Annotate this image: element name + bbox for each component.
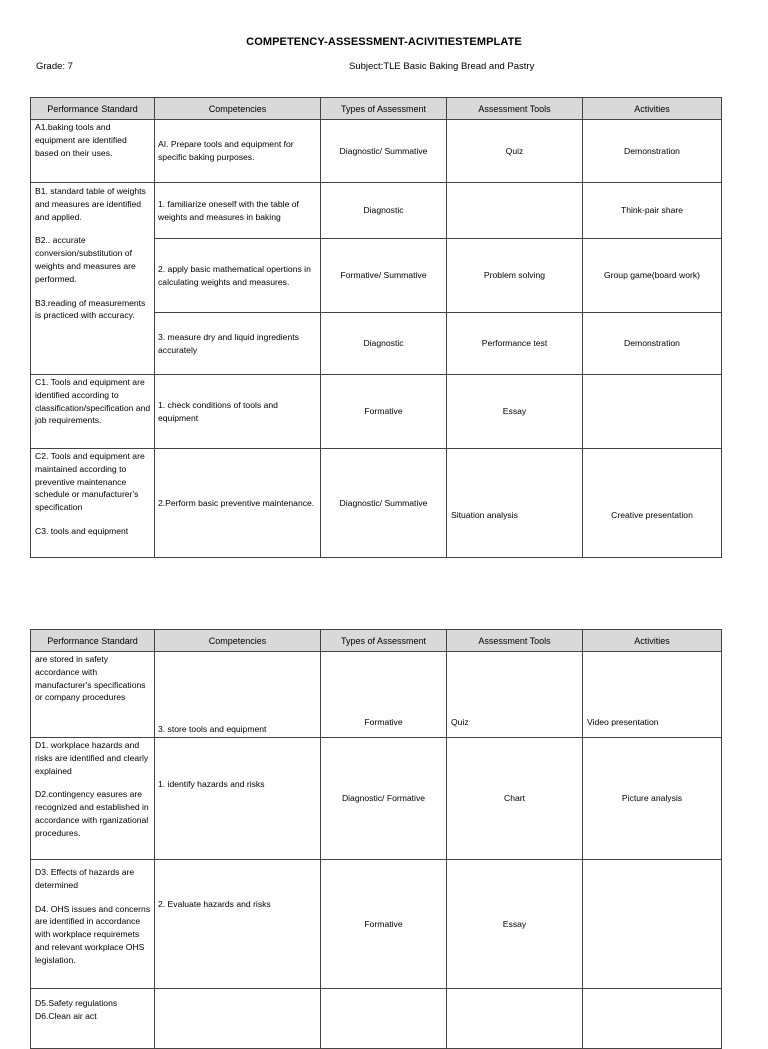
table-row xyxy=(31,375,722,449)
header-assessment-tools: Assessment Tools xyxy=(447,630,583,652)
assessment-tool-cell: Essay xyxy=(447,375,583,449)
assessment-tool-cell xyxy=(447,989,583,1049)
header-competencies: Competencies xyxy=(155,630,321,652)
performance-standard-text: A1.baking tools and equipment are identified based on their uses. xyxy=(35,122,127,158)
performance-standard-text: D3. Effects of hazards are determined xyxy=(35,867,135,890)
table-row xyxy=(31,449,722,558)
activity-cell: Picture analysis xyxy=(583,738,722,860)
performance-standard-text: C3. tools and equipment xyxy=(35,525,129,536)
activity-cell xyxy=(583,989,722,1049)
table-row xyxy=(31,738,722,860)
assessment-type-cell: Diagnostic xyxy=(321,183,447,239)
header-performance-standard: Performance Standard xyxy=(31,98,155,120)
subject-label: Subject:TLE Basic Baking Bread and Pastry xyxy=(349,61,535,72)
competency-cell: 1. identify hazards and risks xyxy=(155,738,321,860)
table-row xyxy=(31,183,722,239)
performance-standard-text: C2. Tools and equipment are maintained according to preventive maintenance schedule or manufacturer's specification xyxy=(35,451,145,513)
competency-cell: 1. familiarize oneself with the table of weights and measures in baking xyxy=(155,183,321,239)
competency-cell: 3. store tools and equipment xyxy=(155,652,321,738)
assessment-tool-cell: Problem solving xyxy=(447,239,583,313)
performance-standard-text: are stored in safety accordance with manufacturer's specifications or company procedures xyxy=(35,654,146,703)
header-assessment-tools: Assessment Tools xyxy=(447,98,583,120)
assessment-tool-cell: Situation analysis xyxy=(447,449,583,558)
competency-cell: 2. Evaluate hazards and risks xyxy=(155,860,321,989)
competency-cell: 2.Perform basic preventive maintenance. xyxy=(155,449,321,558)
assessment-type-cell: Formative xyxy=(321,652,447,738)
performance-standard-cell xyxy=(31,375,155,449)
table-row xyxy=(31,989,722,1049)
assessment-tool-cell: Essay xyxy=(447,860,583,989)
table-header-row xyxy=(31,98,722,120)
performance-standard-text: D2.contingency easures are recognized and established in accordance with rganizational procedures. xyxy=(35,789,149,838)
assessment-type-cell: Diagnostic/ Summative xyxy=(321,449,447,558)
header-performance-standard: Performance Standard xyxy=(31,630,155,652)
competency-cell: 3. measure dry and liquid ingredients accurately xyxy=(155,313,321,375)
activity-cell: Creative presentation xyxy=(583,449,722,558)
document-title: COMPETENCY-ASSESSMENT-ACIVITIESTEMPLATE xyxy=(246,36,522,48)
assessment-table-1 xyxy=(30,97,722,558)
assessment-type-cell: Formative xyxy=(321,375,447,449)
competency-cell: AI. Prepare tools and equipment for specific baking purposes. xyxy=(155,120,321,183)
assessment-tool-cell: Chart xyxy=(447,738,583,860)
header-types-of-assessment: Types of Assessment xyxy=(321,98,447,120)
performance-standard-text: D6.Clean air act xyxy=(35,1010,97,1021)
assessment-tool-cell: Performance test xyxy=(447,313,583,375)
performance-standard-text: D5.Safety regulations xyxy=(35,998,118,1008)
header-activities: Activities xyxy=(583,630,722,652)
competency-cell: 1. check conditions of tools and equipment xyxy=(155,375,321,449)
activity-cell: Demonstration xyxy=(583,313,722,375)
competency-cell: 2. apply basic mathematical opertions in calculating weights and measures. xyxy=(155,239,321,313)
assessment-tool-cell: Quiz xyxy=(447,652,583,738)
performance-standard-cell xyxy=(31,860,155,989)
assessment-tool-cell xyxy=(447,183,583,239)
activity-cell: Video presentation xyxy=(583,652,722,738)
table-row xyxy=(31,652,722,738)
assessment-type-cell: Formative xyxy=(321,860,447,989)
performance-standard-cell xyxy=(31,183,155,375)
assessment-tool-cell: Quiz xyxy=(447,120,583,183)
activity-cell: Group game(board work) xyxy=(583,239,722,313)
performance-standard-cell xyxy=(31,989,155,1049)
table-header-row xyxy=(31,630,722,652)
activity-cell xyxy=(583,375,722,449)
assessment-type-cell: Formative/ Summative xyxy=(321,239,447,313)
assessment-type-cell: Diagnostic/ Formative xyxy=(321,738,447,860)
activity-cell: Demonstration xyxy=(583,120,722,183)
header-competencies: Competencies xyxy=(155,98,321,120)
activity-cell xyxy=(583,860,722,989)
competency-cell xyxy=(155,989,321,1049)
performance-standard-cell xyxy=(31,652,155,738)
performance-standard-cell xyxy=(31,738,155,860)
assessment-type-cell: Diagnostic xyxy=(321,313,447,375)
performance-standard-text: B1. standard table of weights and measures are identified and applied. xyxy=(35,186,146,222)
performance-standard-text: D1. workplace hazards and risks are identified and clearly explained xyxy=(35,740,149,776)
performance-standard-text: B3.reading of measurements is practiced with accuracy. xyxy=(35,297,146,321)
assessment-type-cell xyxy=(321,989,447,1049)
header-activities: Activities xyxy=(583,98,722,120)
performance-standard-text: B2.. accurate conversion/substitution of weights and measures are performed. xyxy=(35,235,136,284)
table-row xyxy=(31,860,722,989)
activity-cell: Think-pair share xyxy=(583,183,722,239)
assessment-table-2 xyxy=(30,629,722,1049)
performance-standard-cell xyxy=(31,449,155,558)
header-types-of-assessment: Types of Assessment xyxy=(321,630,447,652)
grade-label: Grade: 7 xyxy=(36,61,73,72)
table-row xyxy=(31,120,722,183)
performance-standard-text: C1. Tools and equipment are identified according to classification/specification and job requirements. xyxy=(35,377,151,426)
performance-standard-text: D4. OHS issues and concerns are identified in accordance with workplace requiremets and relevant workplace OHS legislation. xyxy=(35,903,151,965)
performance-standard-cell xyxy=(31,120,155,183)
assessment-type-cell: Diagnostic/ Summative xyxy=(321,120,447,183)
